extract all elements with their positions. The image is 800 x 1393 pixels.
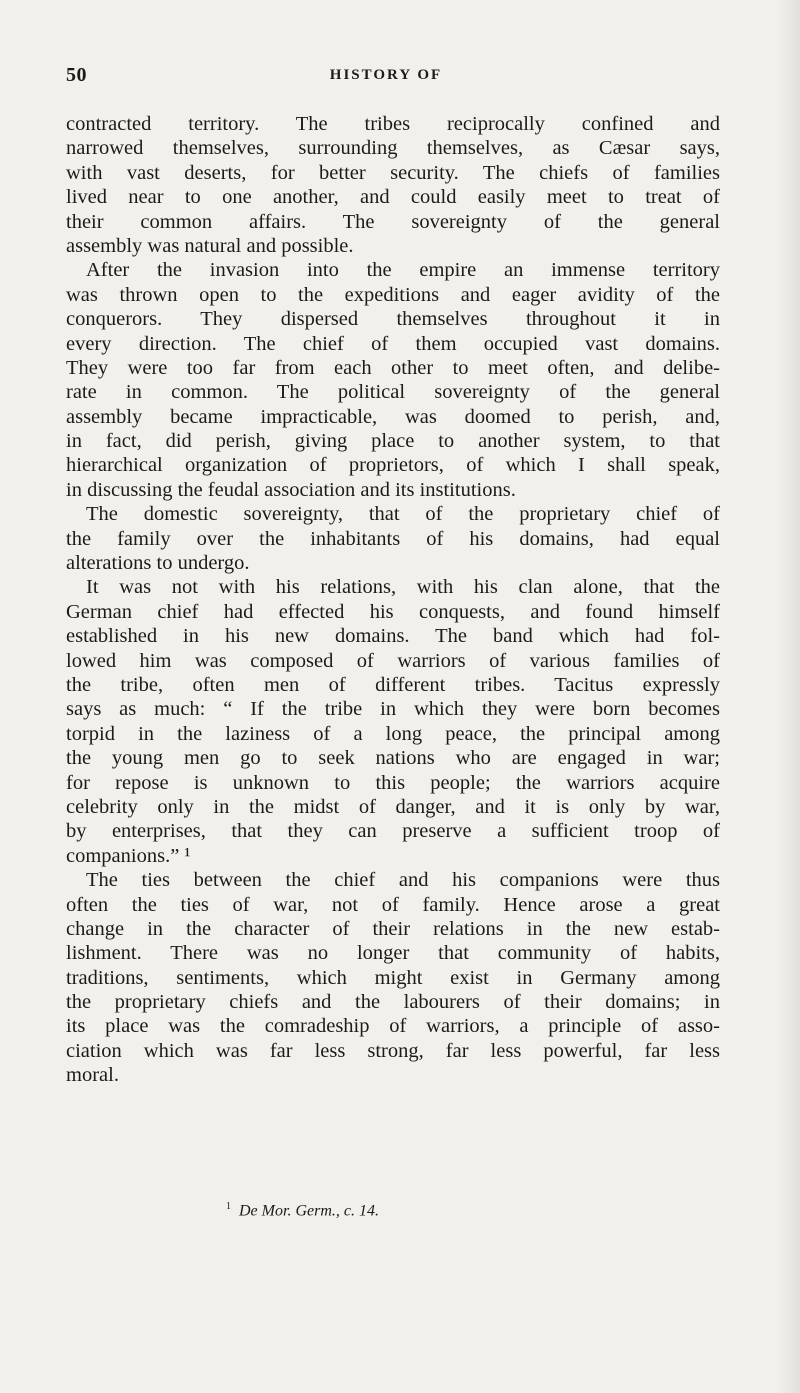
text-line: change in the character of their relations in the new estab- [66,917,720,940]
text-line: torpid in the laziness of a long peace, the principal among [66,722,720,745]
text-line: alterations to undergo. [66,552,250,575]
text-line: rate in common. The political sovereignty of the general [66,381,720,404]
text-line: established in his new domains. The band which had fol- [66,625,720,648]
footnote-marker: 1 [226,1201,231,1212]
text-line: its place was the comradeship of warriors, a principle of asso- [66,1015,720,1038]
text-line: with vast deserts, for better security. The chiefs of families [66,161,720,184]
text-line: German chief had effected his conquests, and found himself [66,600,720,623]
text-line: contracted territory. The tribes reciprocally confined and [66,113,720,135]
text-line: the family over the inhabitants of his domains, had equal [66,527,720,550]
text-line: They were too far from each other to meet often, and delibe- [66,356,720,379]
text-line: narrowed themselves, surrounding themselves, as Cæsar says, [66,137,720,160]
text-line: the proprietary chiefs and the labourers of their domains; in [66,991,720,1014]
text-line: says as much: “ If the tribe in which they were born becomes [66,698,720,721]
text-line: was thrown open to the expeditions and eager avidity of the [66,283,720,306]
text-line: hierarchical organization of proprietors, of which I shall speak, [66,454,720,477]
footnote-text: De Mor. Germ., c. 14. [239,1202,379,1220]
text-line: in fact, did perish, giving place to another system, to that [66,430,720,453]
text-line: lishment. There was no longer that community of habits, [66,942,720,965]
page-number: 50 [66,64,87,86]
text-line: companions.” ¹ [66,844,191,867]
text-line: It was not with his relations, with his clan alone, that the [86,576,720,599]
text-line: lowed him was composed of warriors of various families of [66,649,720,672]
body-text [66,112,720,1088]
page-header [66,64,706,94]
text-line: The ties between the chief and his companions were thus [86,869,720,892]
text-line: for repose is unknown to this people; the warriors acquire [66,771,720,794]
text-line: After the invasion into the empire an immense territory [86,259,720,282]
text-line: the young men go to seek nations who are engaged in war; [66,747,720,770]
page-edge-shadow [778,0,800,1393]
text-line: conquerors. They dispersed themselves throughout it in [66,308,720,331]
text-line: The domestic sovereignty, that of the proprietary chief of [86,503,720,526]
text-line: the tribe, often men of different tribes. Tacitus expressly [66,673,720,696]
text-line: often the ties of war, not of family. Hence arose a great [66,893,720,916]
text-line: lived near to one another, and could easily meet to treat of [66,186,720,209]
text-line: every direction. The chief of them occupied vast domains. [66,332,720,355]
text-line: ciation which was far less strong, far less powerful, far less [66,1039,720,1062]
text-line: by enterprises, that they can preserve a sufficient troop of [66,820,720,843]
text-line: moral. [66,1064,119,1087]
text-line: in discussing the feudal association and its institutions. [66,478,516,501]
text-line: celebrity only in the midst of danger, and it is only by war, [66,795,720,818]
text-line: assembly was natural and possible. [66,234,354,257]
running-title: HISTORY OF [329,67,443,83]
text-line: traditions, sentiments, which might exist in Germany among [66,966,720,989]
text-line: their common affairs. The sovereignty of the general [66,210,720,233]
text-line: assembly became impracticable, was doomed to perish, and, [66,405,720,428]
footnote [226,1197,379,1221]
